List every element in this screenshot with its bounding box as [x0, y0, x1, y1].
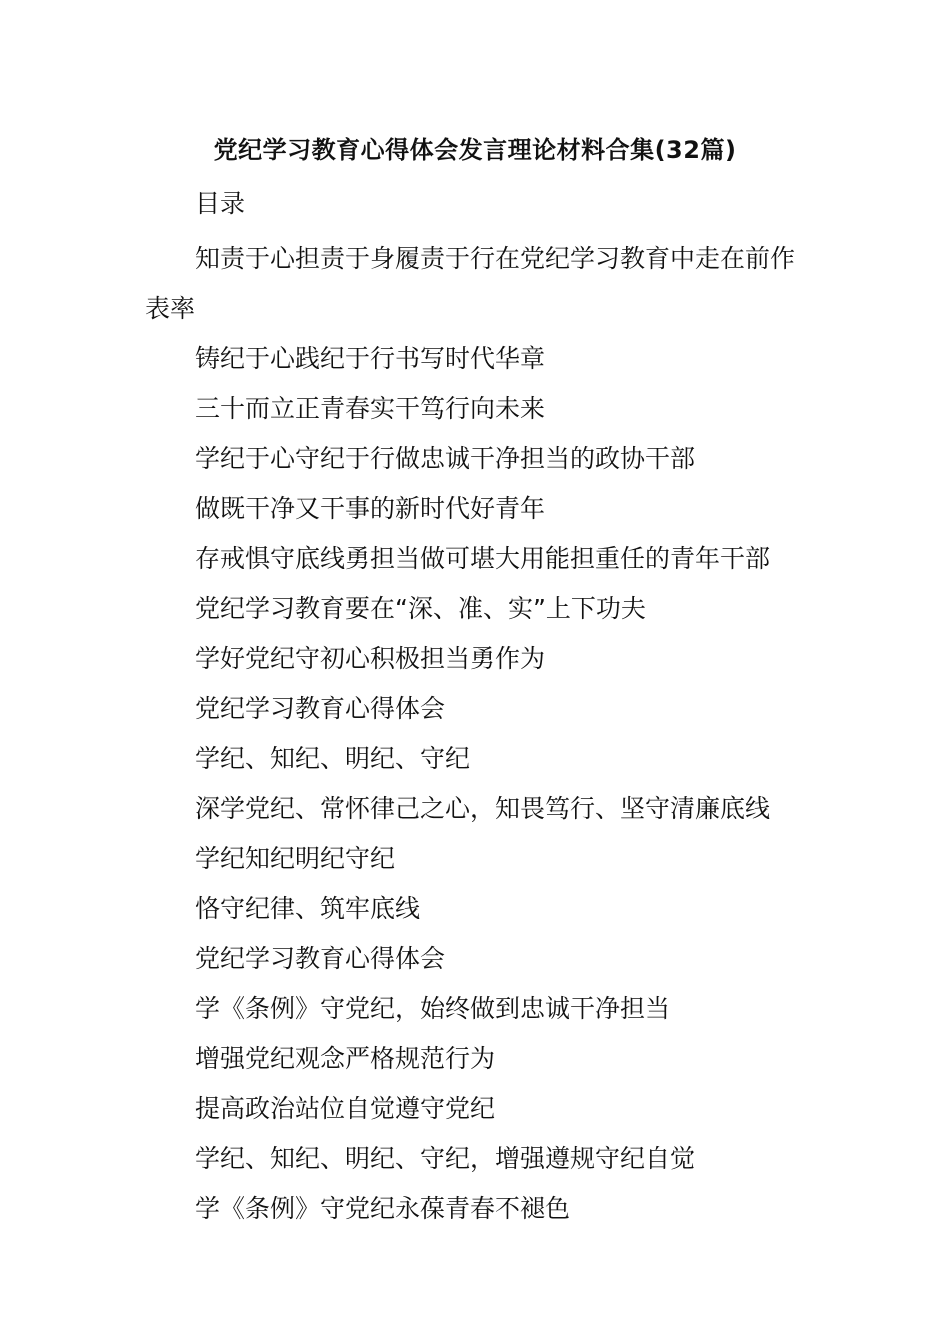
toc-item: 学纪知纪明纪守纪: [195, 844, 396, 873]
toc-item: 学纪、知纪、明纪、守纪，增强遵规守纪自觉: [195, 1144, 696, 1173]
toc-item: 学《条例》守党纪永葆青春不褪色: [195, 1194, 571, 1223]
toc-item: 学《条例》守党纪，始终做到忠诚干净担当: [195, 994, 671, 1023]
toc-item: 提高政治站位自觉遵守党纪: [195, 1094, 496, 1123]
toc-item: 学纪、知纪、明纪、守纪: [195, 744, 471, 773]
toc-item: 党纪学习教育心得体会: [195, 944, 446, 973]
toc-item: 增强党纪观念严格规范行为: [195, 1044, 496, 1073]
toc-item: 深学党纪、常怀律己之心，知畏笃行、坚守清廉底线: [195, 794, 771, 823]
toc-item: 铸纪于心践纪于行书写时代华章: [195, 344, 546, 373]
toc-item: 党纪学习教育心得体会: [195, 694, 446, 723]
toc-item: 恪守纪律、筑牢底线: [195, 894, 421, 923]
toc-heading: 目录: [195, 189, 246, 218]
toc-item: 党纪学习教育要在“深、准、实”上下功夫: [195, 594, 646, 623]
toc-item: 知责于心担责于身履责于行在党纪学习教育中走在前作表率: [145, 244, 796, 323]
toc-item: 做既干净又干事的新时代好青年: [195, 494, 546, 523]
toc-item: 存戒惧守底线勇担当做可堪大用能担重任的青年干部: [195, 544, 771, 573]
toc-item: 学好党纪守初心积极担当勇作为: [195, 644, 546, 673]
document-title: 党纪学习教育心得体会发言理论材料合集(32篇): [213, 136, 737, 164]
toc-item: 学纪于心守纪于行做忠诚干净担当的政协干部: [195, 444, 696, 473]
toc-item: 三十而立正青春实干笃行向未来: [195, 394, 546, 423]
toc-list: [145, 234, 795, 1234]
